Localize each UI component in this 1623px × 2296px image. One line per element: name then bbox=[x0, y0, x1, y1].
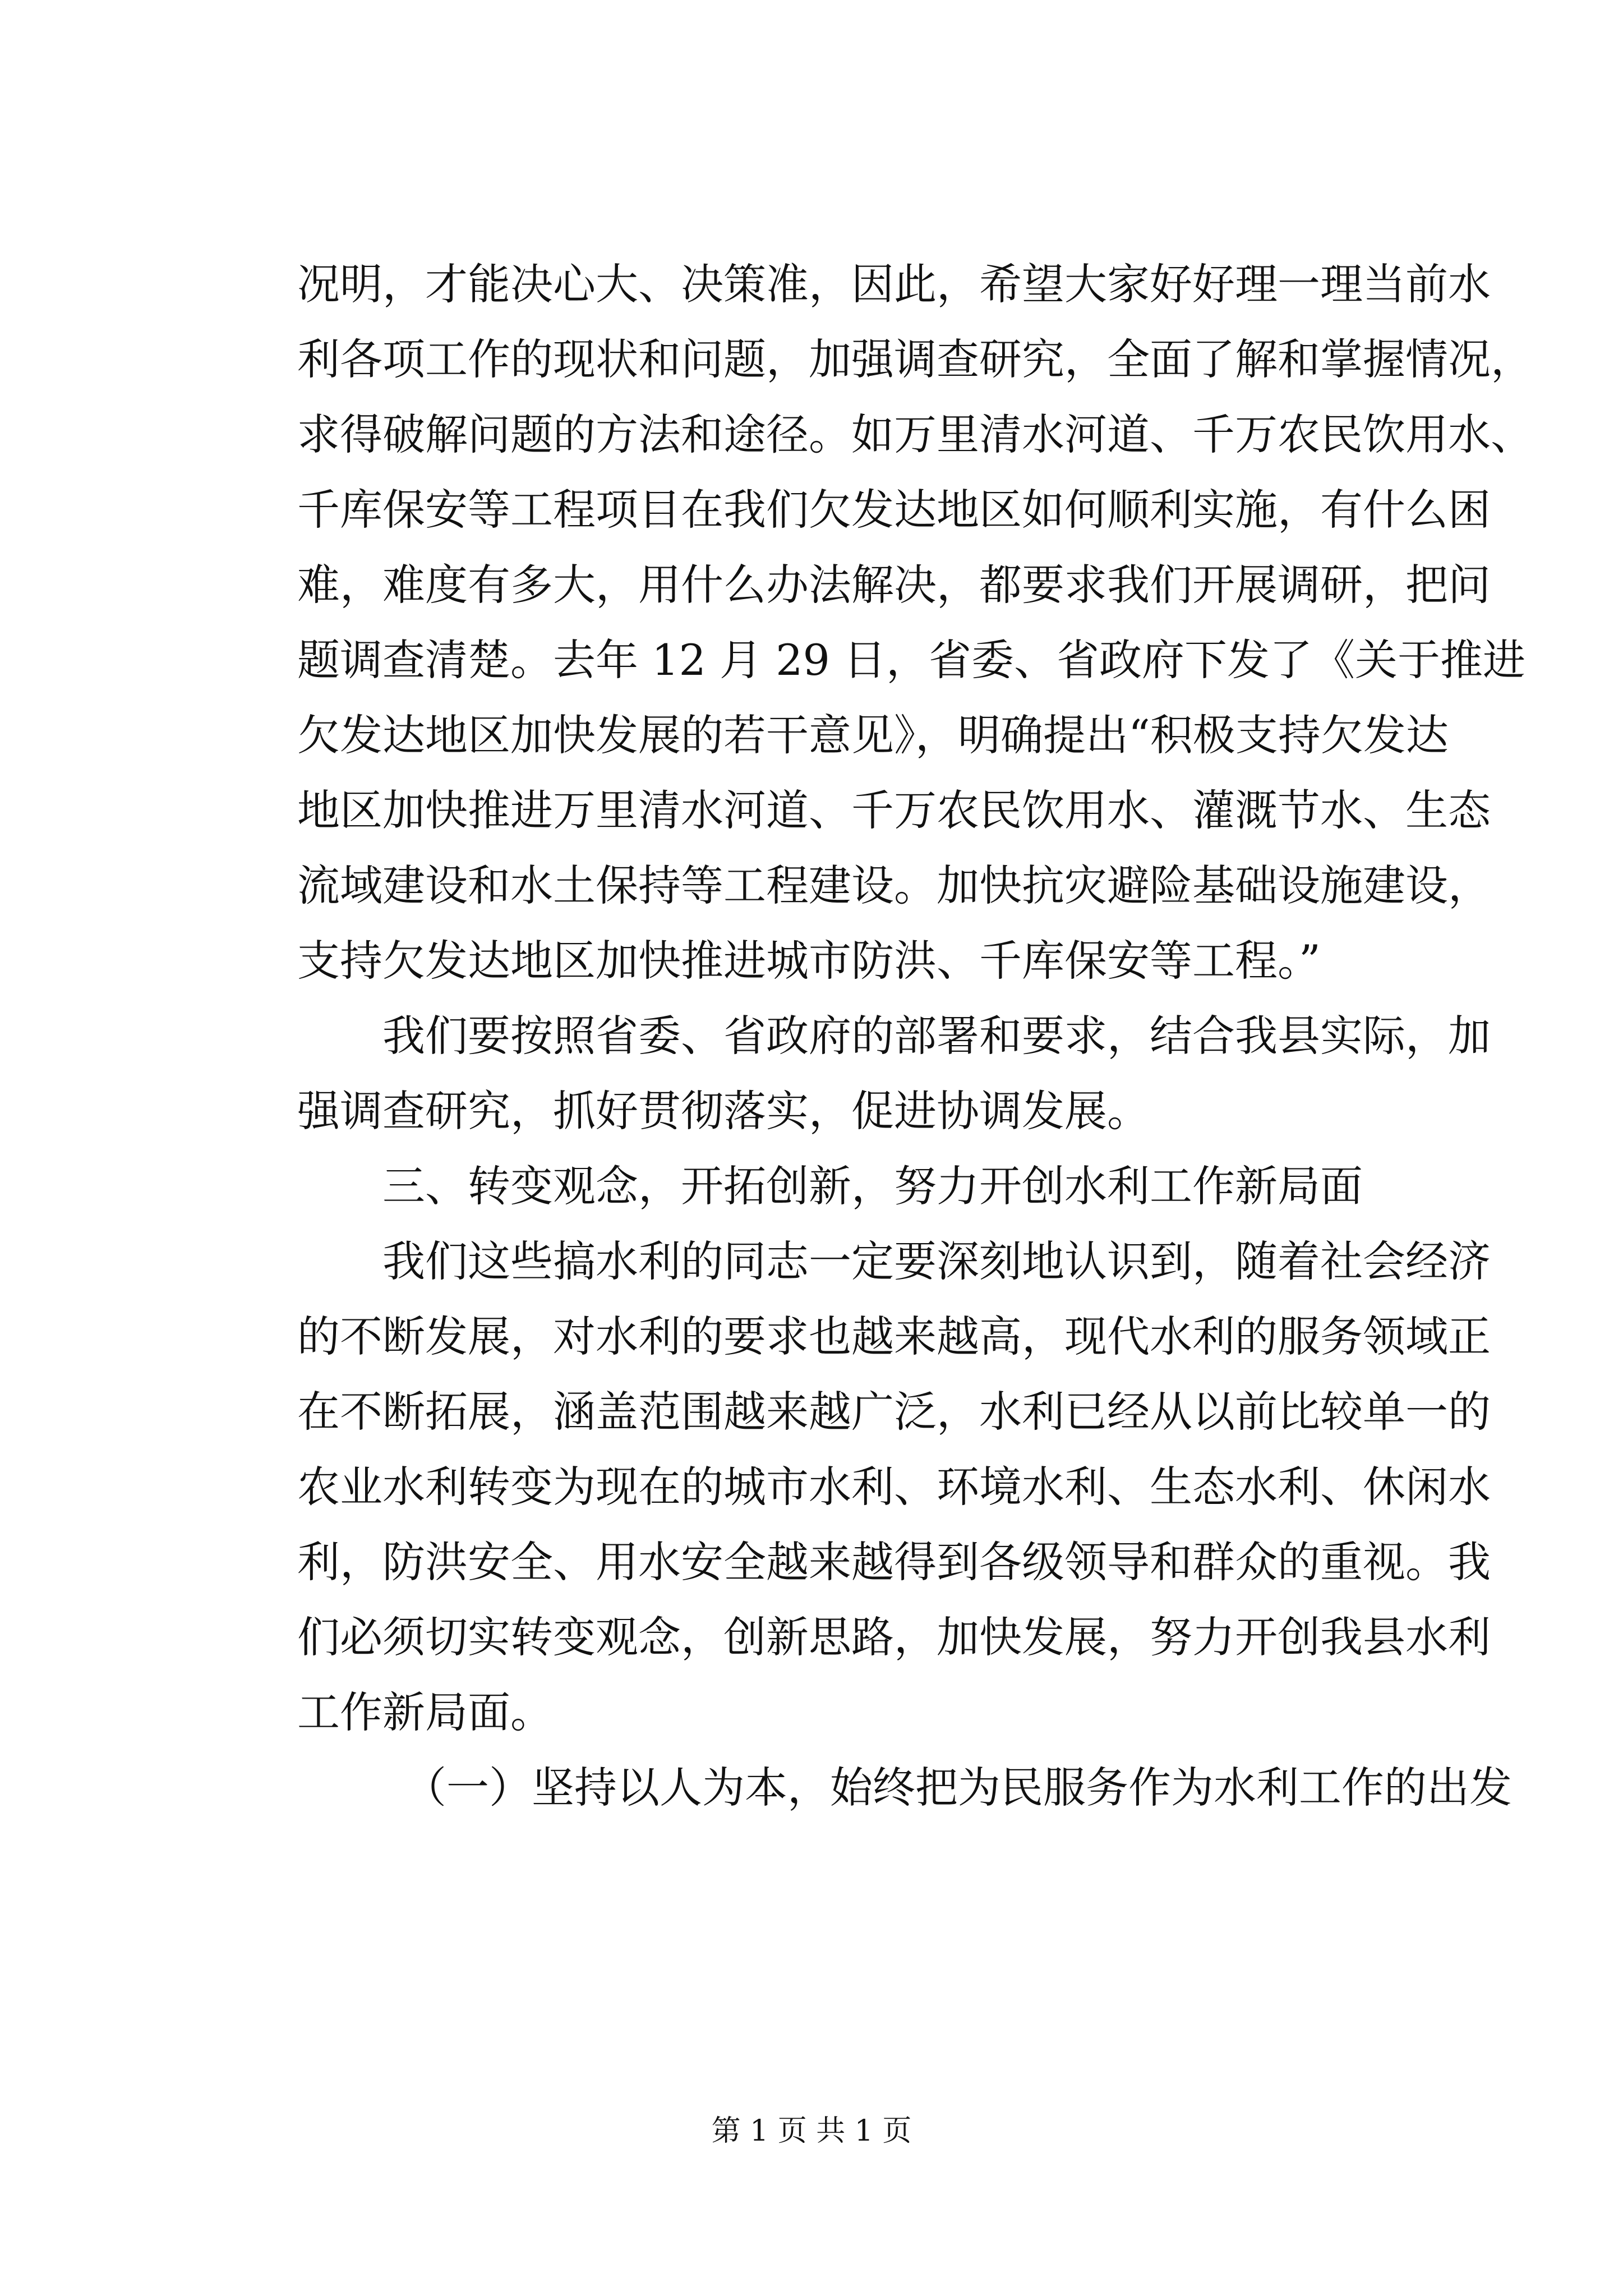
text-line: 利各项工作的现状和问题，加强调查研究，全面了解和掌握情况， bbox=[297, 334, 1533, 384]
body-text bbox=[297, 247, 1533, 1825]
text-line: 千库保安等工程项目在我们欠发达地区如何顺利实施，有什么困 bbox=[297, 485, 1491, 535]
paragraph bbox=[297, 247, 1533, 999]
text-line: 况明，才能决心大、决策准，因此，希望大家好好理一理当前水 bbox=[297, 259, 1491, 309]
text-line: 农业水利转变为现在的城市水利、环境水利、生态水利、休闲水 bbox=[297, 1462, 1491, 1512]
text-line: 难，难度有多大，用什么办法解决，都要求我们开展调研，把问 bbox=[297, 560, 1491, 610]
section-heading bbox=[297, 1149, 1413, 1224]
text-line: 我们要按照省委、省政府的部署和要求，结合我县实际，加 bbox=[382, 1011, 1491, 1061]
heading-line: 三、转变观念，开拓创新，努力开创水利工作新局面 bbox=[382, 1161, 1363, 1211]
text-line: 地区加快推进万里清水河道、千万农民饮用水、灌溉节水、生态 bbox=[297, 785, 1491, 835]
text-line: 流域建设和水土保持等工程建设。加快抗灾避险基础设施建设， bbox=[297, 861, 1491, 910]
text-line: 支持欠发达地区加快推进城市防洪、千库保安等工程。” bbox=[297, 936, 1321, 986]
text-line: 题调查清楚。去年 12 月 29 日，省委、省政府下发了《关于推进 bbox=[297, 635, 1526, 685]
subsection-paragraph bbox=[297, 1750, 1512, 1825]
text-line: 我们这些搞水利的同志一定要深刻地认识到，随着社会经济 bbox=[382, 1236, 1491, 1286]
text-line: 们必须切实转变观念，创新思路，加快发展，努力开创我县水利 bbox=[297, 1612, 1491, 1662]
text-line: 工作新局面。 bbox=[297, 1687, 553, 1737]
text-line: 强调查研究，抓好贯彻落实，促进协调发展。 bbox=[297, 1086, 1150, 1136]
page-footer bbox=[0, 2111, 1623, 2151]
paragraph bbox=[297, 1224, 1491, 1750]
text-line: 在不断拓展，涵盖范围越来越广泛，水利已经从以前比较单一的 bbox=[297, 1387, 1491, 1437]
text-line: 的不断发展，对水利的要求也越来越高，现代水利的服务领域正 bbox=[297, 1312, 1491, 1361]
text-line: 求得破解问题的方法和途径。如万里清水河道、千万农民饮用水、 bbox=[297, 409, 1533, 459]
text-line: 欠发达地区加快发展的若干意见》，明确提出“积极支持欠发达 bbox=[297, 710, 1449, 760]
paragraph bbox=[297, 999, 1491, 1149]
page-number-label: 第 1 页 共 1 页 bbox=[711, 2114, 912, 2148]
text-line: 利，防洪安全、用水安全越来越得到各级领导和群众的重视。我 bbox=[297, 1537, 1491, 1587]
text-line: （一）坚持以人为本，始终把为民服务作为水利工作的出发 bbox=[404, 1763, 1512, 1812]
